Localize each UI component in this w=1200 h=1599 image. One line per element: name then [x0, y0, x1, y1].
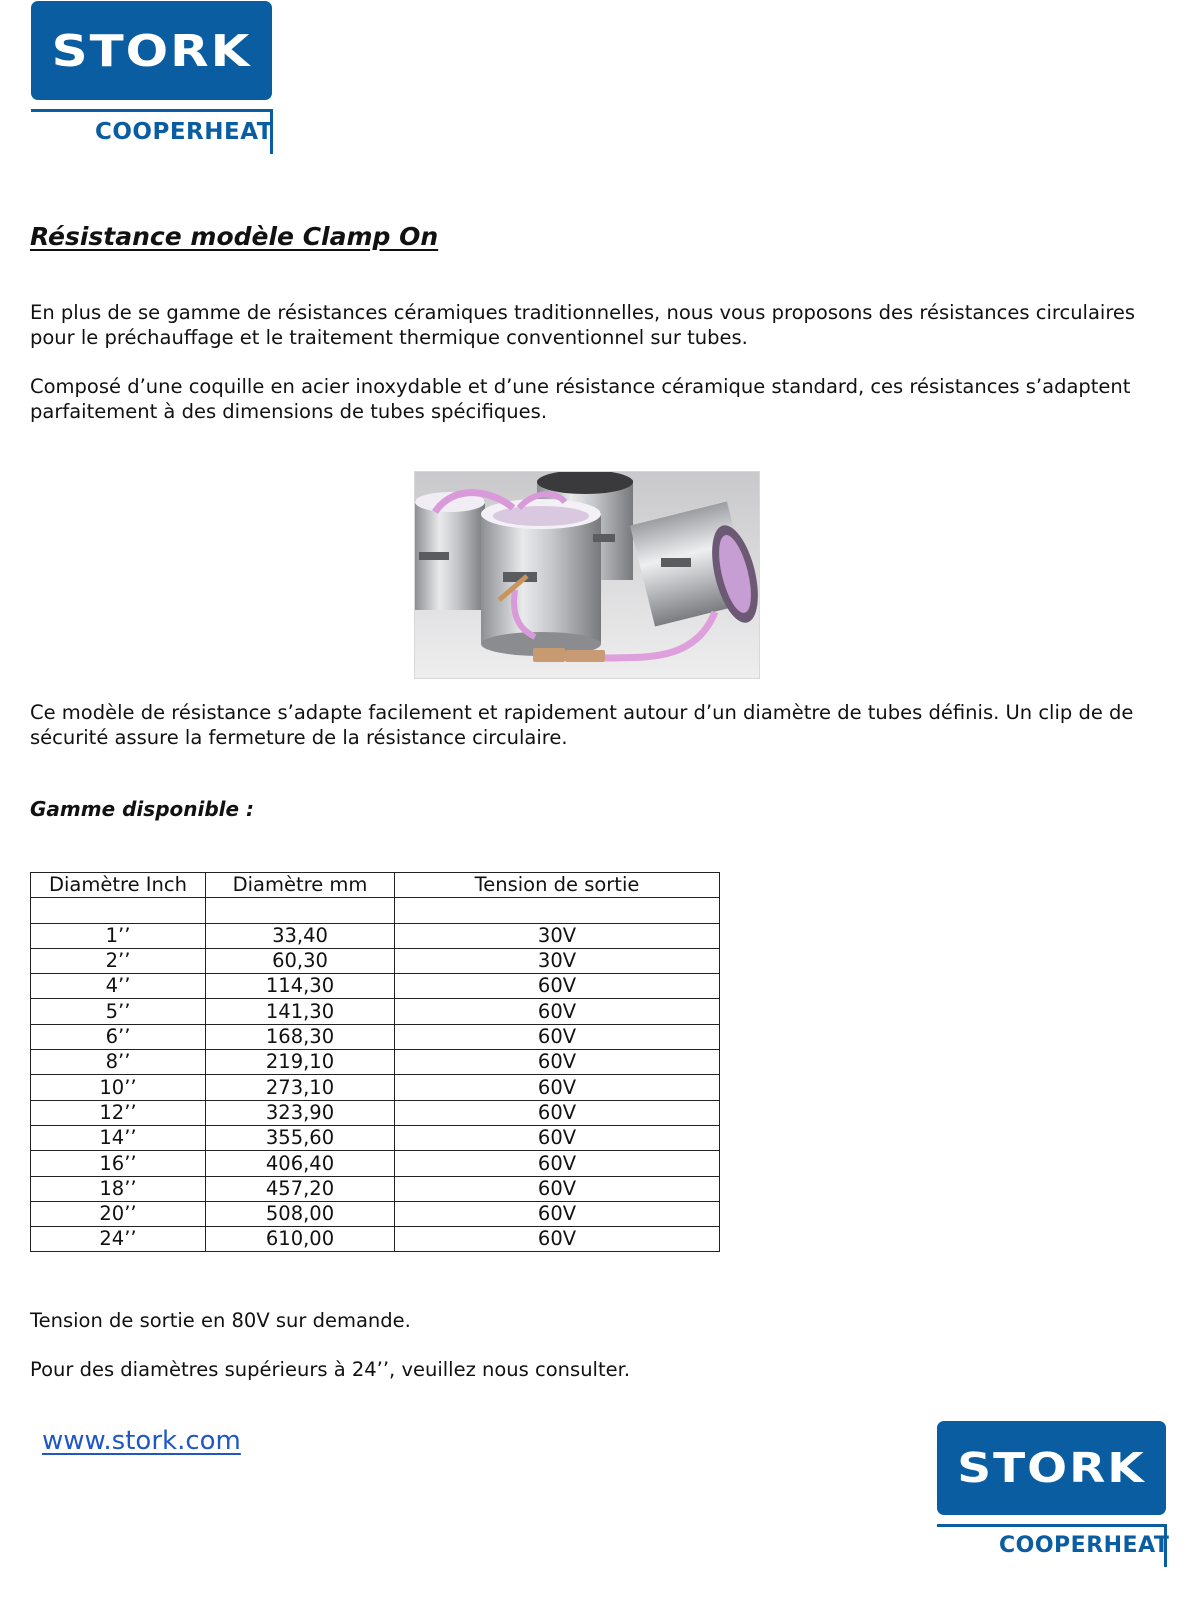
cell-diametre-mm: 168,30 [206, 1024, 395, 1049]
table-header-row [31, 873, 720, 898]
table-row [31, 923, 720, 948]
stork-logo-top [31, 1, 273, 154]
table-row [31, 1125, 720, 1150]
cell-diametre-inch: 16’’ [31, 1151, 206, 1176]
cell-diametre-mm: 323,90 [206, 1100, 395, 1125]
header-diametre-mm: Diamètre mm [206, 873, 395, 898]
cell-diametre-mm: 60,30 [206, 948, 395, 973]
table-row [31, 948, 720, 973]
table-row [31, 1024, 720, 1049]
table-row [31, 1050, 720, 1075]
logo-wordmark: STORK [51, 24, 252, 77]
empty-cell [31, 898, 206, 923]
logo-subtitle: COOPERHEAT [999, 1533, 1170, 1558]
description-paragraph: Composé d’une coquille en acier inoxydable et d’une résistance céramique standard, ces résistances s’adaptent parfaitement à des dimensions de tubes spécifiques. [30, 375, 1131, 423]
logo-rule [937, 1524, 1167, 1527]
website-link[interactable]: www.stork.com [42, 1426, 241, 1456]
product-photo [414, 471, 760, 679]
logo-rule [31, 109, 273, 112]
cell-diametre-mm: 406,40 [206, 1151, 395, 1176]
table-row [31, 1100, 720, 1125]
cell-tension: 60V [395, 1075, 720, 1100]
cell-tension: 60V [395, 999, 720, 1024]
cell-tension: 60V [395, 1176, 720, 1201]
cell-diametre-mm: 114,30 [206, 974, 395, 999]
range-table [30, 872, 720, 1252]
logo-box [31, 1, 272, 100]
cell-diametre-inch: 1’’ [31, 923, 206, 948]
logo-box [937, 1421, 1166, 1515]
cell-diametre-inch: 5’’ [31, 999, 206, 1024]
table-row [31, 1201, 720, 1226]
cell-diametre-mm: 610,00 [206, 1227, 395, 1252]
cell-diametre-mm: 508,00 [206, 1201, 395, 1226]
cell-diametre-inch: 12’’ [31, 1100, 206, 1125]
intro-paragraph: En plus de se gamme de résistances céramiques traditionnelles, nous vous proposons des résistances circulaires pour le préchauffage et le traitement thermique conventionnel sur tubes. [30, 301, 1136, 349]
cell-diametre-mm: 355,60 [206, 1125, 395, 1150]
table-spacer-row [31, 898, 720, 923]
cell-diametre-mm: 219,10 [206, 1050, 395, 1075]
cell-diametre-inch: 6’’ [31, 1024, 206, 1049]
logo-wordmark: STORK [957, 1443, 1146, 1493]
cell-diametre-mm: 457,20 [206, 1176, 395, 1201]
stork-logo-bottom [937, 1421, 1170, 1567]
cell-diametre-inch: 2’’ [31, 948, 206, 973]
cell-diametre-inch: 8’’ [31, 1050, 206, 1075]
cell-diametre-mm: 33,40 [206, 923, 395, 948]
cell-diametre-mm: 141,30 [206, 999, 395, 1024]
cell-tension: 60V [395, 1100, 720, 1125]
cell-tension: 60V [395, 1125, 720, 1150]
table-row [31, 1075, 720, 1100]
table-row [31, 1176, 720, 1201]
cell-tension: 60V [395, 974, 720, 999]
cell-diametre-inch: 24’’ [31, 1227, 206, 1252]
cell-tension: 30V [395, 923, 720, 948]
cell-tension: 60V [395, 1201, 720, 1226]
table-row [31, 1151, 720, 1176]
cell-diametre-inch: 4’’ [31, 974, 206, 999]
empty-cell [395, 898, 720, 923]
logo-subtitle: COOPERHEAT [95, 119, 273, 145]
cell-tension: 60V [395, 1151, 720, 1176]
note-consult: Pour des diamètres supérieurs à 24’’, veuillez nous consulter. [30, 1358, 631, 1381]
note-80v: Tension de sortie en 80V sur demande. [30, 1309, 411, 1332]
cell-tension: 60V [395, 1227, 720, 1252]
page-title: Résistance modèle Clamp On [30, 222, 439, 251]
header-diametre-inch: Diamètre Inch [31, 873, 206, 898]
table-row [31, 974, 720, 999]
cell-diametre-inch: 20’’ [31, 1201, 206, 1226]
cell-diametre-mm: 273,10 [206, 1075, 395, 1100]
header-tension: Tension de sortie [395, 873, 720, 898]
cell-tension: 60V [395, 1050, 720, 1075]
cell-diametre-inch: 18’’ [31, 1176, 206, 1201]
empty-cell [206, 898, 395, 923]
clamp-on-heaters-image [415, 472, 759, 678]
cell-diametre-inch: 10’’ [31, 1075, 206, 1100]
cell-tension: 30V [395, 948, 720, 973]
table-row [31, 999, 720, 1024]
cell-tension: 60V [395, 1024, 720, 1049]
installation-paragraph: Ce modèle de résistance s’adapte facilement et rapidement autour d’un diamètre de tubes définis. Un clip de de sécurité assure la fermeture de la résistance circulaire. [30, 701, 1134, 749]
cell-diametre-inch: 14’’ [31, 1125, 206, 1150]
gamme-heading: Gamme disponible : [30, 797, 255, 821]
table-row [31, 1227, 720, 1252]
